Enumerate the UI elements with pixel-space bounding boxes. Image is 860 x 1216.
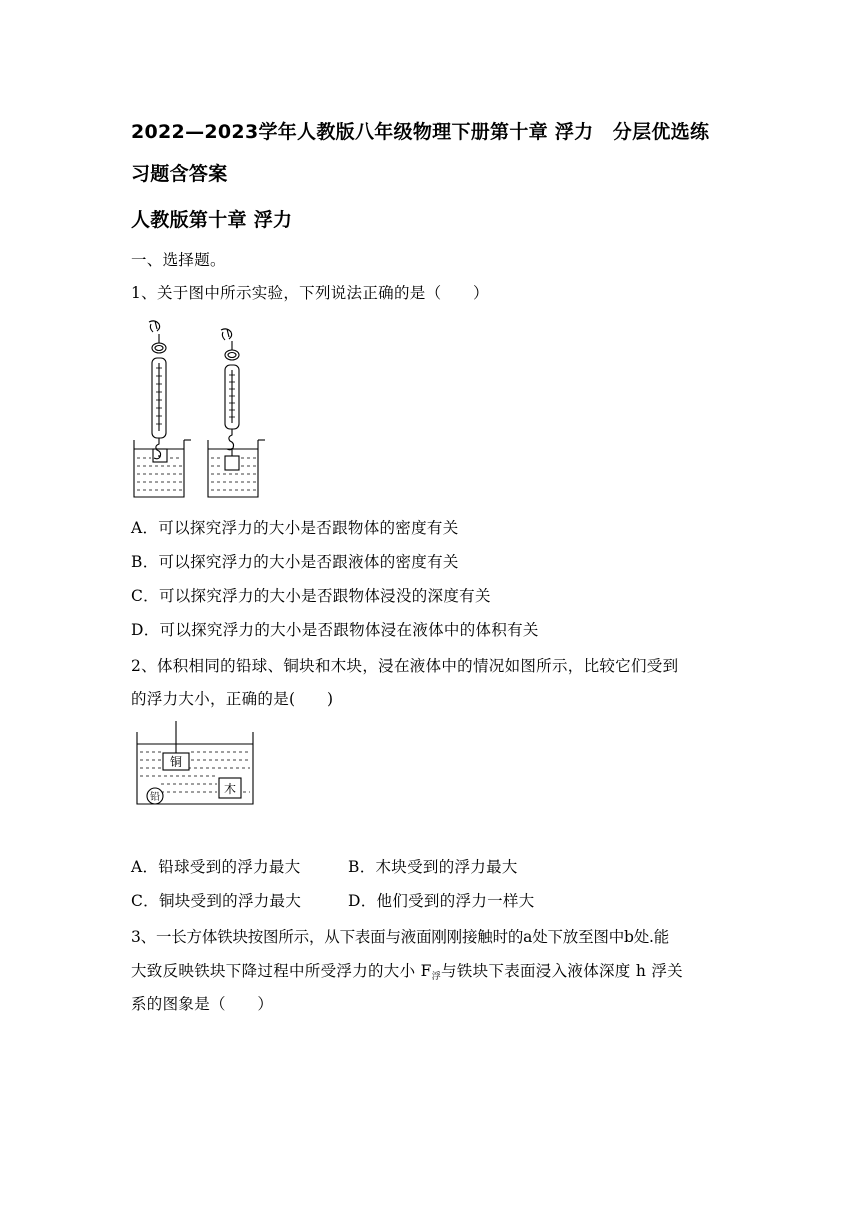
doc-title-line1: 2022—2023学年人教版八年级物理下册第十章 浮力 分层优选练 bbox=[131, 121, 710, 143]
q3-line1: 3、一长方体铁块按图所示，从下表面与液面刚刚接触时的a处下放至图中b处.能 bbox=[131, 928, 670, 946]
chapter-heading: 人教版第十章 浮力 bbox=[131, 209, 293, 231]
q2-stem-line1: 2、体积相同的铅球、铜块和木块，浸在液体中的情况如图所示，比较它们受到 bbox=[131, 657, 679, 675]
q1-option-b: B．可以探究浮力的大小是否跟液体的密度有关 bbox=[131, 553, 459, 571]
q2-figure-container bbox=[131, 718, 263, 810]
q2-option-d: D．他们受到的浮力一样大 bbox=[348, 892, 535, 910]
q2-stem-line2: 的浮力大小，正确的是( ) bbox=[131, 690, 334, 708]
q2-option-a: A．铅球受到的浮力最大 bbox=[131, 858, 301, 876]
q3-line2-subscript: 浮 bbox=[431, 972, 441, 982]
section-heading: 一、选择题。 bbox=[131, 251, 226, 269]
doc-title-line2: 习题含答案 bbox=[131, 163, 228, 185]
q1-stem: 1、关于图中所示实验，下列说法正确的是（ ） bbox=[131, 284, 489, 302]
q1-option-d: D．可以探究浮力的大小是否跟物体浸在液体中的体积有关 bbox=[131, 621, 539, 639]
q1-figure-spring-scales bbox=[131, 318, 266, 503]
q1-option-c: C．可以探究浮力的大小是否跟物体浸没的深度有关 bbox=[131, 587, 491, 605]
q2-option-c: C．铜块受到的浮力最大 bbox=[131, 892, 302, 910]
q3-line2-part1: 大致反映铁块下降过程中所受浮力的大小 F bbox=[131, 962, 432, 980]
q2-option-b: B．木块受到的浮力最大 bbox=[348, 858, 518, 876]
q3-line2 bbox=[131, 959, 683, 982]
q3-line2-part2: 与铁块下表面浸入液体深度 h 浮关 bbox=[441, 962, 683, 980]
q1-option-a: A．可以探究浮力的大小是否跟物体的密度有关 bbox=[131, 519, 459, 537]
q3-line3: 系的图象是（ ） bbox=[131, 995, 274, 1013]
copper-label: 铜 bbox=[169, 755, 183, 769]
lead-label: 铅 bbox=[150, 792, 160, 803]
wood-label: 木 bbox=[223, 782, 237, 796]
